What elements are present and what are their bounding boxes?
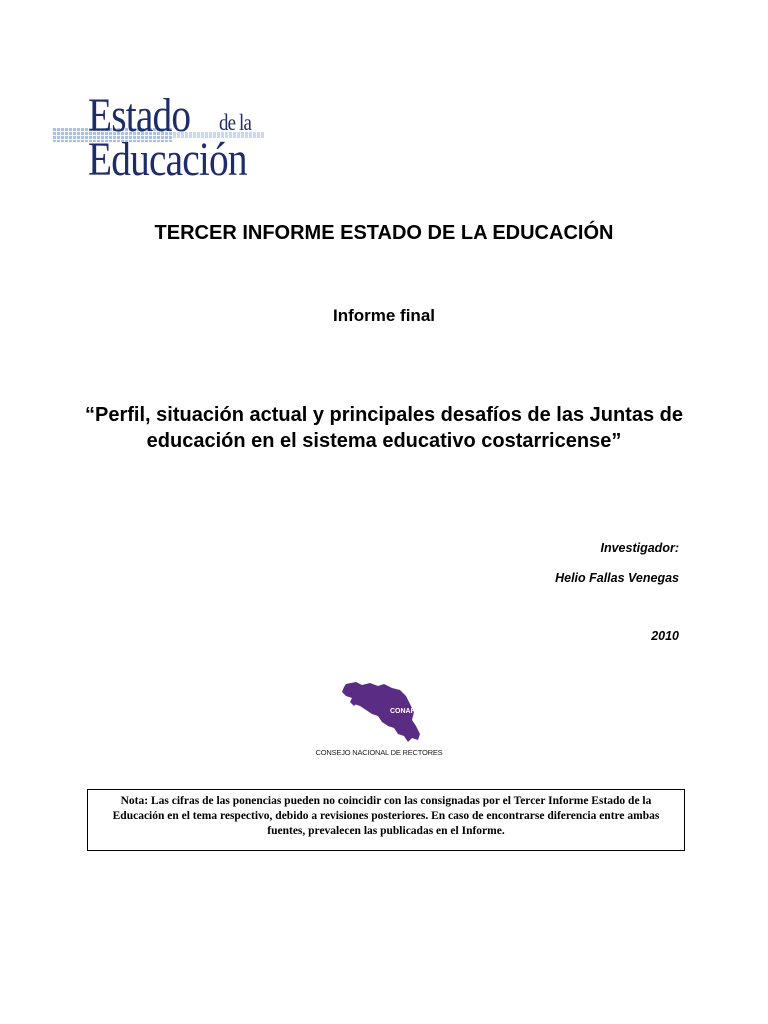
investigator-name: Helio Fallas Venegas [555,571,679,585]
logo-word-estado: Estado [88,89,191,142]
conare-map-label: CONARE [390,708,421,715]
report-topic: “Perfil, situación actual y principales desafíos de las Juntas de educación en el sistema educativo costarricense” [85,404,683,452]
conare-caption: CONSEJO NACIONAL DE RECTORES [315,748,443,757]
logo-word-educacion: Educación [88,133,247,186]
estado-educacion-logo [52,89,292,186]
report-title: TERCER INFORME ESTADO DE LA EDUCACIÓN [154,222,614,244]
disclaimer-note: Nota: Las cifras de las ponencias pueden no coincidir con las consignadas por el Tercer Informe Estado de la Educación en el tema respectivo, debido a revisiones posteriores. En caso de encontrarse diferencia entre ambas fuentes, prevalecen las publicadas en el Informe. [87,789,685,851]
logo-word-de-la: de la [219,110,252,135]
conare-logo [312,676,446,758]
investigator-label: Investigador: [600,541,679,555]
report-subtitle: Informe final [332,306,435,325]
costa-rica-map-icon [332,676,432,748]
report-year: 2010 [651,629,679,643]
